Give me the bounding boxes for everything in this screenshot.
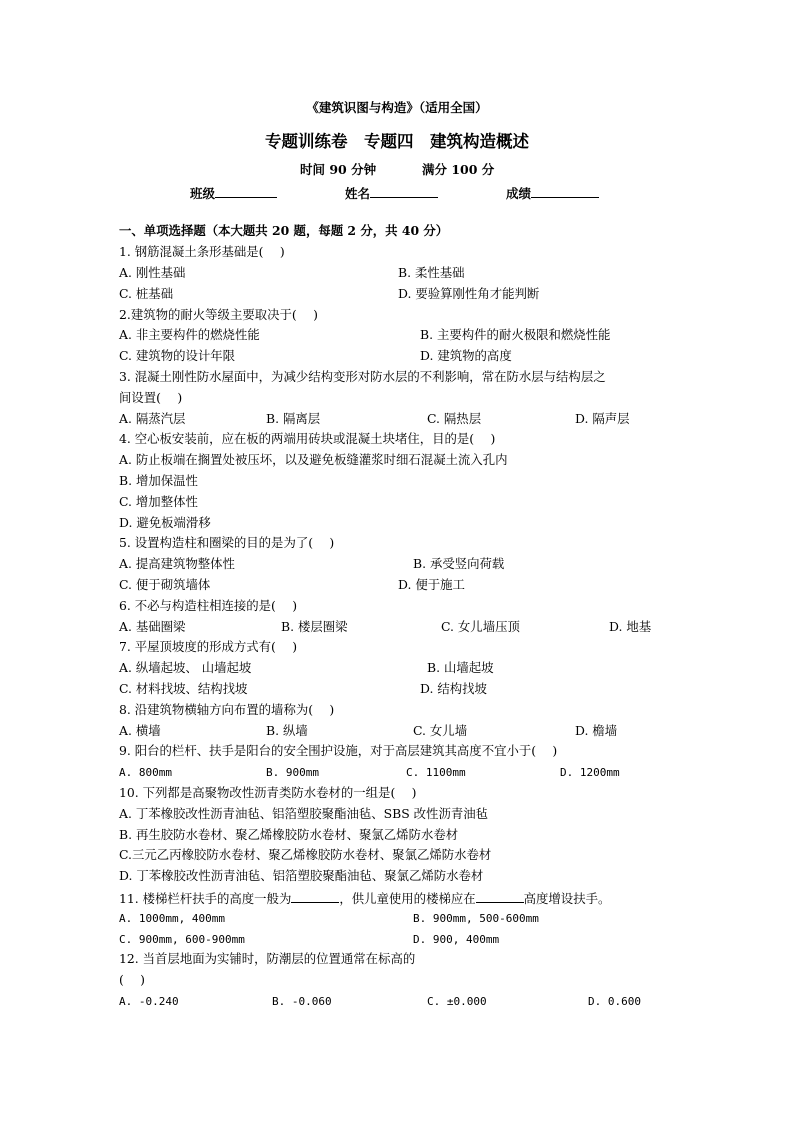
q9-option-c[interactable]: C. 1100mm <box>406 766 466 779</box>
q12-option-d[interactable]: D. 0.600 <box>588 995 641 1008</box>
q7-option-b[interactable]: B. 山墙起坡 <box>427 660 494 675</box>
q1-option-d[interactable]: D. 要验算刚性角才能判断 <box>398 286 540 301</box>
question-1: 1. 钢筋混凝土条形基础是( ) <box>119 244 285 259</box>
q7-option-a[interactable]: A. 纵墙起坡、 山墙起坡 <box>119 660 252 675</box>
grade-label: 成绩 <box>506 186 532 201</box>
q9-option-b[interactable]: B. 900mm <box>266 766 319 779</box>
q2-option-b[interactable]: B. 主要构件的耐火极限和燃烧性能 <box>420 327 611 342</box>
q8-option-a[interactable]: A. 横墙 <box>119 723 161 738</box>
q1-option-a[interactable]: A. 刚性基础 <box>119 265 186 280</box>
q3-option-b[interactable]: B. 隔离层 <box>266 411 321 426</box>
q9-option-d[interactable]: D. 1200mm <box>560 766 620 779</box>
grade-blank[interactable] <box>531 184 599 198</box>
question-3: 3. 混凝土刚性防水屋面中，为减少结构变形对防水层的不利影响，常在防水层与结构层之 <box>119 369 606 384</box>
q11-blank-2[interactable] <box>476 889 524 903</box>
q11-option-a[interactable]: A. 1000mm, 400mm <box>119 912 225 925</box>
q11-text-b: ，供儿童使用的楼梯应在 <box>339 891 476 906</box>
full-score: 满分 100 分 <box>422 162 495 177</box>
name-blank[interactable] <box>370 184 438 198</box>
q11-text-c: 高度增设扶手。 <box>523 891 611 906</box>
q10-option-b[interactable]: B. 再生胶防水卷材、聚乙烯橡胶防水卷材、聚氯乙烯防水卷材 <box>119 827 459 842</box>
q9-option-a[interactable]: A. 800mm <box>119 766 172 779</box>
q3-option-c[interactable]: C. 隔热层 <box>427 411 482 426</box>
q4-option-b[interactable]: B. 增加保温性 <box>119 473 198 488</box>
q4-option-c[interactable]: C. 增加整体性 <box>119 494 198 509</box>
question-7: 7. 平屋顶坡度的形成方式有( ) <box>119 639 298 654</box>
q1-option-b[interactable]: B. 柔性基础 <box>398 265 465 280</box>
q12-option-b[interactable]: B. -0.060 <box>272 995 332 1008</box>
time-limit: 时间 90 分钟 <box>300 162 377 177</box>
question-9: 9. 阳台的栏杆、扶手是阳台的安全围护设施，对于高层建筑其高度不宜小于( ) <box>119 743 558 758</box>
q11-option-b[interactable]: B. 900mm, 500-600mm <box>413 912 539 925</box>
q4-option-d[interactable]: D. 避免板端滑移 <box>119 515 211 530</box>
course-title: 《建筑识图与构造》（适用全国） <box>306 100 488 115</box>
question-10: 10. 下列都是高聚物改性沥青类防水卷材的一组是( ) <box>119 785 417 800</box>
question-6: 6. 不必与构造柱相连接的是( ) <box>119 598 298 613</box>
q7-option-c[interactable]: C. 材料找坡、结构找坡 <box>119 681 248 696</box>
q11-option-d[interactable]: D. 900, 400mm <box>413 933 500 946</box>
question-5: 5. 设置构造柱和圈梁的目的是为了( ) <box>119 535 335 550</box>
q5-option-a[interactable]: A. 提高建筑物整体性 <box>119 556 235 571</box>
q5-option-d[interactable]: D. 便于施工 <box>398 577 465 592</box>
q6-option-d[interactable]: D. 地基 <box>609 619 652 634</box>
q7-option-d[interactable]: D. 结构找坡 <box>420 681 487 696</box>
q2-option-d[interactable]: D. 建筑物的高度 <box>420 348 512 363</box>
question-4: 4. 空心板安装前，应在板的两端用砖块或混凝土块堵住，目的是( ) <box>119 431 496 446</box>
q2-option-a[interactable]: A. 非主要构件的燃烧性能 <box>119 327 260 342</box>
q2-option-c[interactable]: C. 建筑物的设计年限 <box>119 348 236 363</box>
q5-option-c[interactable]: C. 便于砌筑墙体 <box>119 577 211 592</box>
question-12: 12. 当首层地面为实铺时，防潮层的位置通常在标高的 <box>119 951 416 966</box>
q5-option-b[interactable]: B. 承受竖向荷载 <box>413 556 505 571</box>
q12-option-a[interactable]: A. -0.240 <box>119 995 179 1008</box>
q3-option-d[interactable]: D. 隔声层 <box>575 411 630 426</box>
q1-option-c[interactable]: C. 桩基础 <box>119 286 174 301</box>
q6-option-c[interactable]: C. 女儿墙压顶 <box>441 619 520 634</box>
q11-blank-1[interactable] <box>291 889 339 903</box>
q11-option-c[interactable]: C. 900mm, 600-900mm <box>119 933 245 946</box>
q6-option-a[interactable]: A. 基础圈梁 <box>119 619 186 634</box>
class-field <box>190 184 277 202</box>
q8-option-d[interactable]: D. 檐墙 <box>575 723 618 738</box>
q6-option-b[interactable]: B. 楼层圈梁 <box>281 619 348 634</box>
question-11 <box>119 889 610 907</box>
q10-option-a[interactable]: A. 丁苯橡胶改性沥青油毡、铝箔塑胶聚酯油毡、SBS 改性沥青油毡 <box>119 806 489 821</box>
page-title: 专题训练卷 专题四 建筑构造概述 <box>265 132 529 151</box>
question-2: 2.建筑物的耐火等级主要取决于( ) <box>119 307 318 322</box>
class-label: 班级 <box>190 186 216 201</box>
name-field <box>345 184 438 202</box>
question-12-cont: ( ) <box>119 972 145 987</box>
q10-option-d[interactable]: D. 丁苯橡胶改性沥青油毡、铝箔塑胶聚酯油毡、聚氯乙烯防水卷材 <box>119 868 484 883</box>
q12-option-c[interactable]: C. ±0.000 <box>427 995 487 1008</box>
q4-option-a[interactable]: A. 防止板端在搁置处被压坏，以及避免板缝灌浆时细石混凝土流入孔内 <box>119 452 508 467</box>
grade-field <box>506 184 599 202</box>
question-8: 8. 沿建筑物横轴方向布置的墙称为( ) <box>119 702 335 717</box>
q3-option-a[interactable]: A. 隔蒸汽层 <box>119 411 186 426</box>
q8-option-c[interactable]: C. 女儿墙 <box>413 723 468 738</box>
class-blank[interactable] <box>215 184 277 198</box>
q11-text-a: 11. 楼梯栏杆扶手的高度一般为 <box>119 891 292 906</box>
name-label: 姓名 <box>345 186 371 201</box>
q10-option-c[interactable]: C.三元乙丙橡胶防水卷材、聚乙烯橡胶防水卷材、聚氯乙烯防水卷材 <box>119 847 492 862</box>
question-3-cont: 间设置( ) <box>119 390 183 405</box>
section-heading: 一、单项选择题（本大题共 20 题，每题 2 分，共 40 分） <box>119 223 449 238</box>
q8-option-b[interactable]: B. 纵墙 <box>266 723 308 738</box>
